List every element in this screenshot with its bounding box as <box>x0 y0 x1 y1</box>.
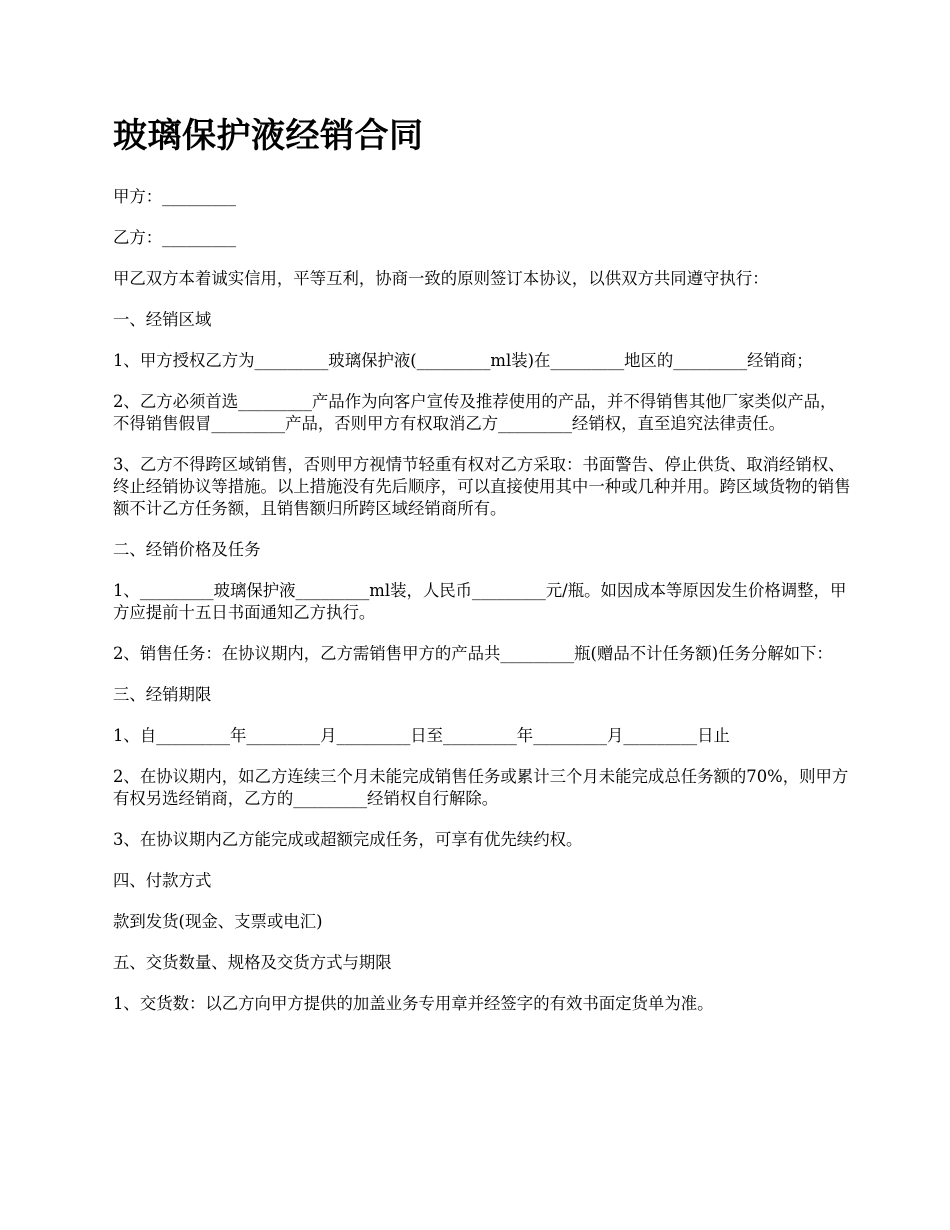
clause-3-1: 1、自_________年_________月_________日至_________年_________月_________日止 <box>113 726 730 745</box>
section-heading-payment: 四、付款方式 <box>113 871 212 890</box>
document-page <box>113 112 851 1034</box>
clause-1-1: 1、甲方授权乙方为_________玻璃保护液(_________ml装)在_________地区的_________经销商； <box>113 351 813 370</box>
party-a-line: 甲方：_________ <box>113 187 236 206</box>
clause-5-1: 1、交货数：以乙方向甲方提供的加盖业务专用章并经签字的有效书面定货单为准。 <box>113 994 714 1013</box>
clause-3-3: 3、在协议期内乙方能完成或超额完成任务，可享有优先续约权。 <box>113 830 583 849</box>
clause-3-2: 2、在协议期内，如乙方连续三个月未能完成销售任务或累计三个月未能完成总任务额的70%，则甲方有权另选经销商，乙方的_________经销权自行解除。 <box>113 767 849 808</box>
clause-2-2: 2、销售任务：在协议期内，乙方需销售甲方的产品共_________瓶(赠品不计任务额)任务分解如下： <box>113 644 833 663</box>
section-heading-price-task: 二、经销价格及任务 <box>113 540 261 559</box>
clause-2-1: 1、_________玻璃保护液_________ml装，人民币_________元/瓶。如因成本等原因发生价格调整，甲方应提前十五日书面通知乙方执行。 <box>113 581 847 622</box>
section-heading-term: 三、经销期限 <box>113 685 212 704</box>
clause-4-1: 款到发货(现金、支票或电汇) <box>113 912 323 931</box>
document-title: 玻璃保护液经销合同 <box>113 116 424 156</box>
section-heading-delivery: 五、交货数量、规格及交货方式与期限 <box>113 953 392 972</box>
clause-1-3: 3、乙方不得跨区域销售，否则甲方视情节轻重有权对乙方采取：书面警告、停止供货、取消经销权、终止经销协议等措施。以上措施没有先后顺序，可以直接使用其中一种或几种并用。跨区域货物的销售额不计乙方任务额，且销售额归所跨区域经销商所有。 <box>113 455 851 518</box>
section-heading-sales-region: 一、经销区域 <box>113 310 212 329</box>
party-b-line: 乙方：_________ <box>113 228 236 247</box>
intro-paragraph: 甲乙双方本着诚实信用，平等互利，协商一致的原则签订本协议，以供双方共同遵守执行： <box>113 269 769 288</box>
clause-1-2: 2、乙方必须首选_________产品作为向客户宣传及推荐使用的产品，并不得销售其他厂家类似产品，不得销售假冒_________产品，否则甲方有权取消乙方_________经销权，直至追究法律责任。 <box>113 392 837 433</box>
